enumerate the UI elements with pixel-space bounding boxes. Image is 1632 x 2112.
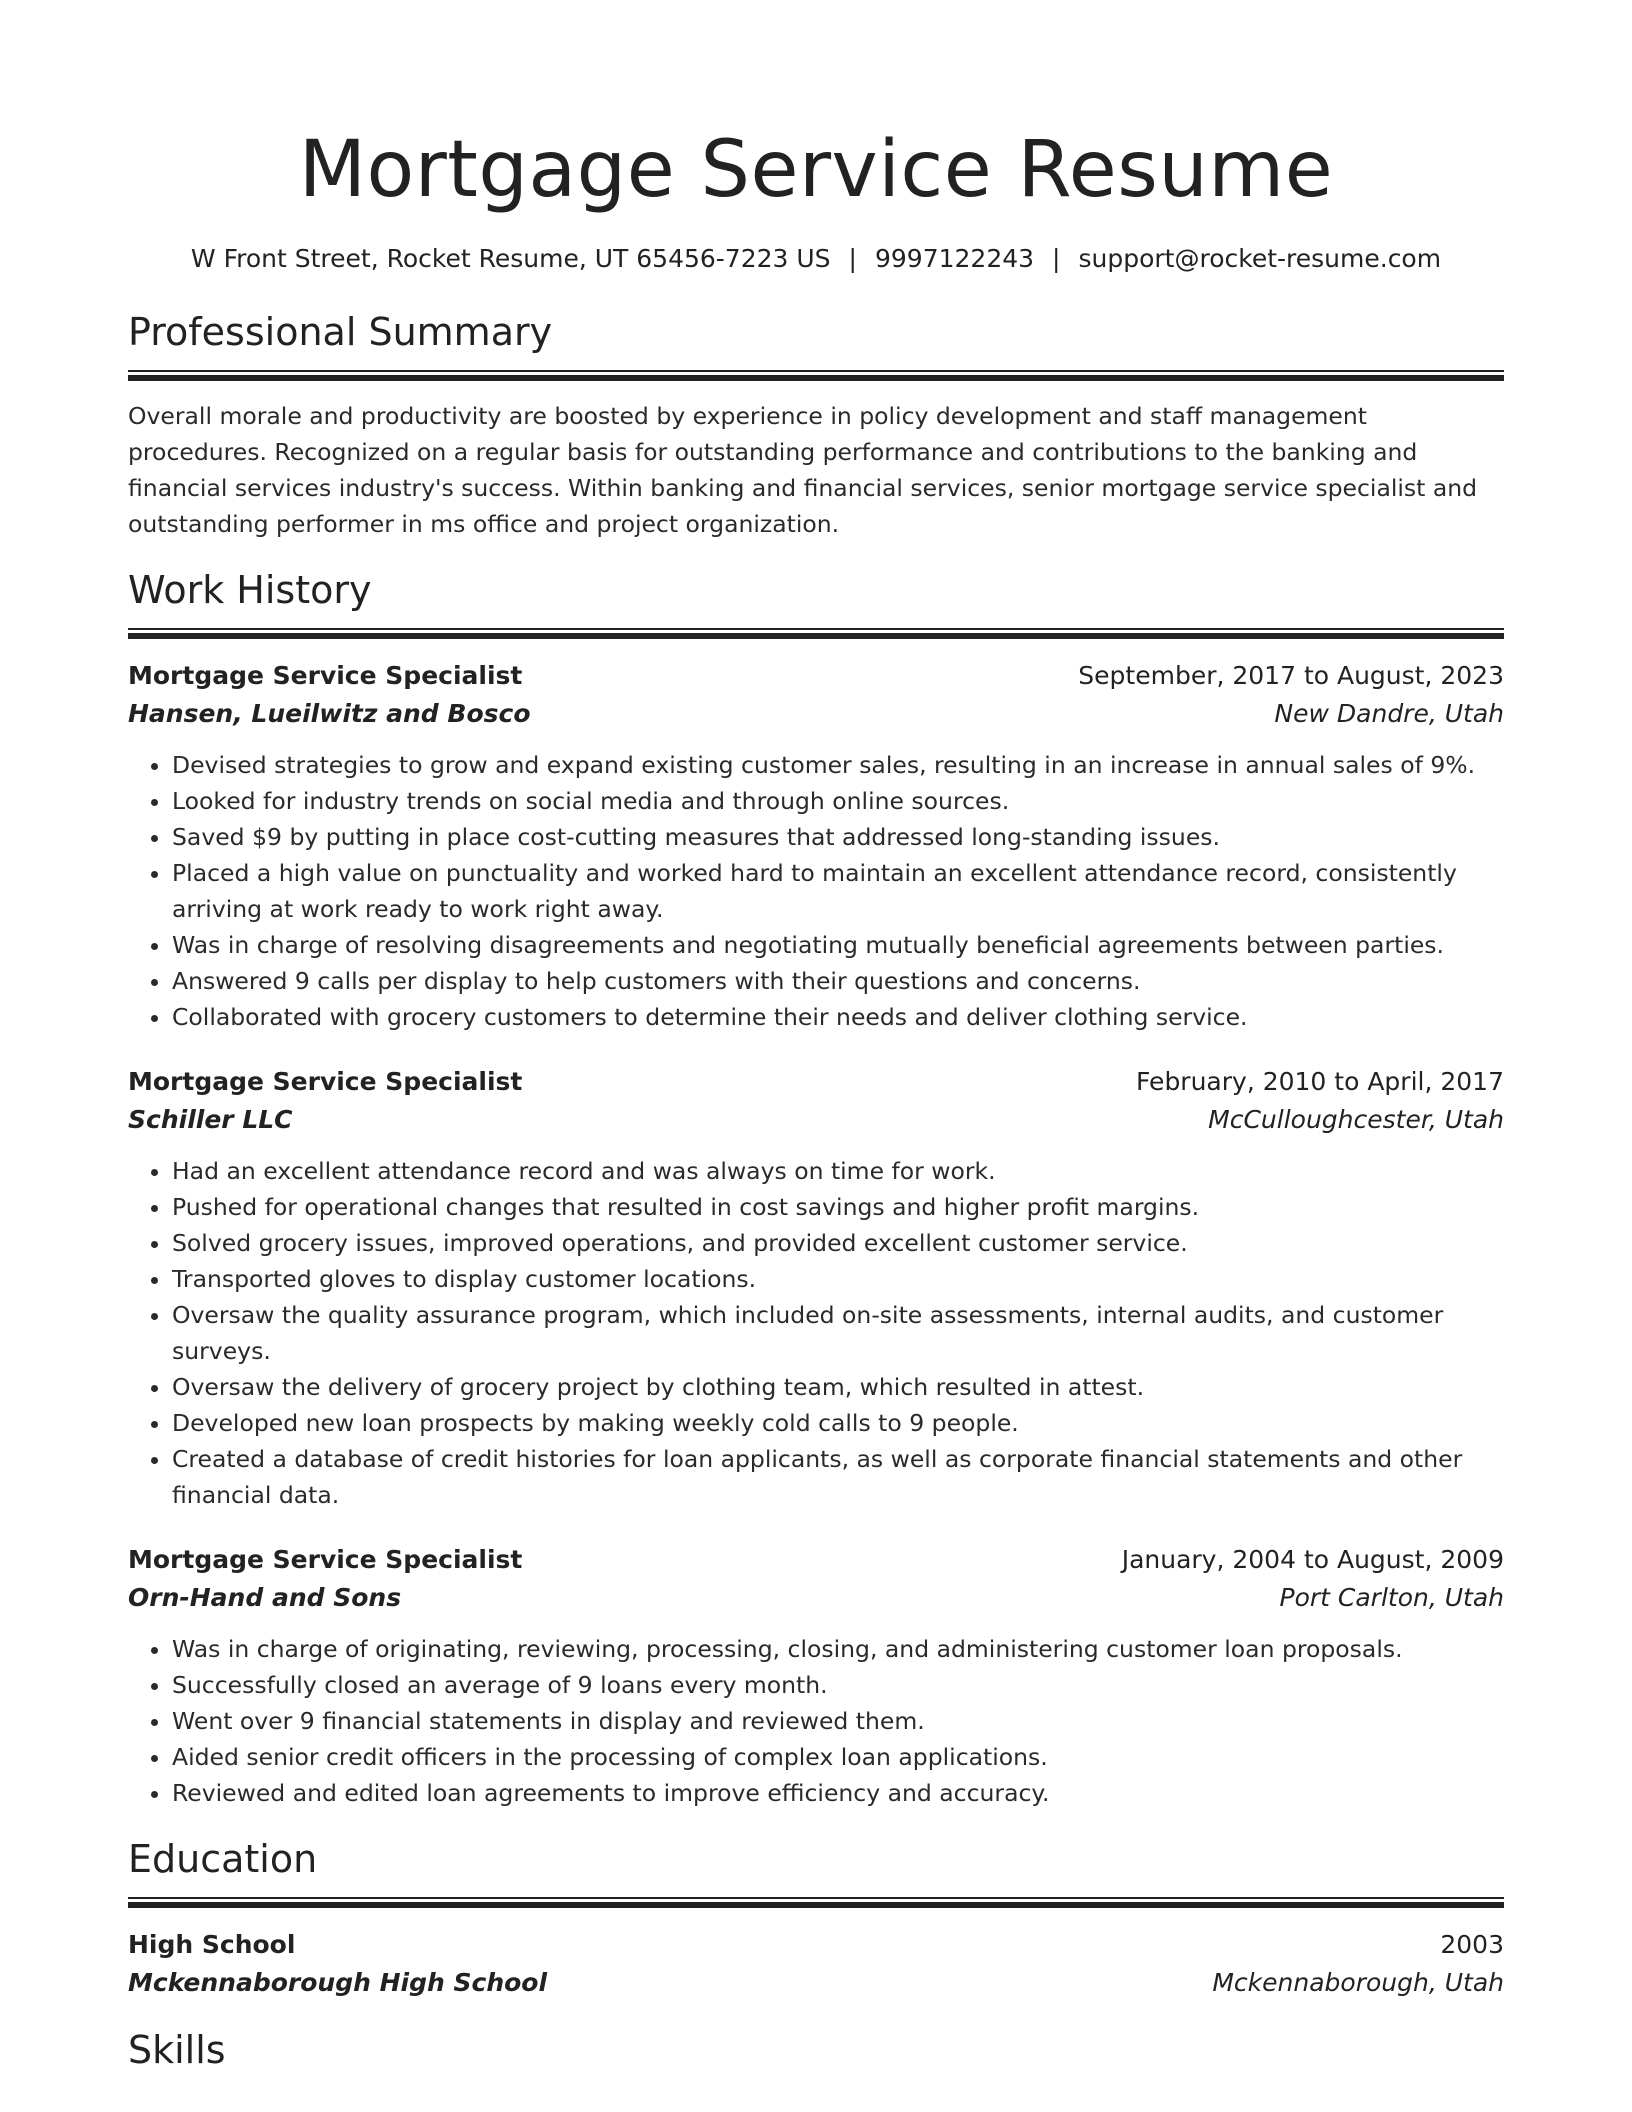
job-company-row	[128, 1101, 1504, 1139]
education-year: 2003	[1440, 1930, 1504, 1959]
education-location: Mckennaborough, Utah	[1212, 1968, 1504, 1997]
job-bullet: • Was in charge of resolving disagreements and negotiating mutually beneficial agreements between parties.	[172, 927, 1504, 963]
job-bullet: • Pushed for operational changes that resulted in cost savings and higher profit margins.	[172, 1189, 1504, 1225]
job-bullet: • Oversaw the delivery of grocery project by clothing team, which resulted in attest.	[172, 1369, 1504, 1405]
education-school-row	[128, 1964, 1504, 2002]
job-bullet: • Looked for industry trends on social media and through online sources.	[172, 783, 1504, 819]
section-title-work-history: Work History	[128, 568, 372, 612]
education-section	[128, 1835, 1504, 2002]
job-company-row	[128, 1579, 1504, 1617]
job-entry	[128, 1541, 1504, 1811]
job-header-row	[128, 657, 1504, 695]
resume-title: Mortgage Service Resume	[298, 125, 1334, 215]
job-header-row	[128, 1541, 1504, 1579]
contact-line	[128, 242, 1504, 276]
job-location: McCulloughcester, Utah	[1208, 1105, 1504, 1134]
job-title: Mortgage Service Specialist	[128, 661, 523, 690]
job-bullet: • Placed a high value on punctuality and worked hard to maintain an excellent attendance record, consistently arriving at work ready to work right away.	[172, 855, 1504, 927]
summary-text: Overall morale and productivity are boosted by experience in policy development and staff management procedures. Recognized on a regular basis for outstanding performance and contributions to the banking and financial services industry's success. Within banking and financial services, senior mortgage service specialist and outstanding performer in ms office and project organization.	[128, 402, 1478, 538]
education-school: Mckennaborough High School	[128, 1968, 548, 1997]
job-header-row	[128, 1063, 1504, 1101]
job-location: Port Carlton, Utah	[1279, 1583, 1504, 1612]
job-bullet: • Created a database of credit histories for loan applicants, as well as corporate financial statements and other financial data.	[172, 1441, 1504, 1513]
job-dates: September, 2017 to August, 2023	[1078, 661, 1504, 690]
job-bullet: • Reviewed and edited loan agreements to improve efficiency and accuracy.	[172, 1775, 1504, 1811]
contact-email: support@rocket-resume.com	[1078, 244, 1442, 273]
job-company: Hansen, Lueilwitz and Bosco	[128, 699, 531, 728]
job-bullet: • Answered 9 calls per display to help customers with their questions and concerns.	[172, 963, 1504, 999]
education-header-row	[128, 1926, 1504, 1964]
contact-address: W Front Street, Rocket Resume, UT 65456-7223 US	[190, 244, 831, 273]
education-degree: High School	[128, 1930, 296, 1959]
skills-section	[128, 2026, 1504, 2074]
job-bullet: • Had an excellent attendance record and was always on time for work.	[172, 1153, 1504, 1189]
job-bullet: • Developed new loan prospects by making weekly cold calls to 9 people.	[172, 1405, 1504, 1441]
contact-separator: |	[1052, 244, 1061, 273]
summary-section	[128, 308, 1504, 542]
section-title-education: Education	[128, 1837, 318, 1881]
section-title-summary: Professional Summary	[128, 310, 553, 354]
section-divider	[128, 370, 1504, 381]
job-bullets	[128, 747, 1504, 1035]
job-bullet: • Solved grocery issues, improved operations, and provided excellent customer service.	[172, 1225, 1504, 1261]
work-history-section	[128, 566, 1504, 1811]
job-bullets	[128, 1153, 1504, 1513]
job-bullet: • Was in charge of originating, reviewing, processing, closing, and administering customer loan proposals.	[172, 1631, 1504, 1667]
section-divider	[128, 628, 1504, 639]
job-bullet: • Went over 9 financial statements in display and reviewed them.	[172, 1703, 1504, 1739]
job-entry	[128, 657, 1504, 1035]
job-bullets	[128, 1631, 1504, 1811]
education-entry	[128, 1926, 1504, 2002]
job-title: Mortgage Service Specialist	[128, 1067, 523, 1096]
job-bullet: • Collaborated with grocery customers to determine their needs and deliver clothing service.	[172, 999, 1504, 1035]
job-location: New Dandre, Utah	[1274, 699, 1504, 728]
job-company: Schiller LLC	[128, 1105, 293, 1134]
job-bullet: • Saved $9 by putting in place cost-cutting measures that addressed long-standing issues.	[172, 819, 1504, 855]
job-bullet: • Oversaw the quality assurance program, which included on-site assessments, internal audits, and customer surveys.	[172, 1297, 1504, 1369]
job-bullet: • Devised strategies to grow and expand existing customer sales, resulting in an increase in annual sales of 9%.	[172, 747, 1504, 783]
section-title-skills: Skills	[128, 2028, 226, 2072]
job-entry	[128, 1063, 1504, 1513]
contact-separator: |	[848, 244, 857, 273]
job-dates: February, 2010 to April, 2017	[1136, 1067, 1504, 1096]
contact-phone: 9997122243	[874, 244, 1035, 273]
job-bullet: • Aided senior credit officers in the processing of complex loan applications.	[172, 1739, 1504, 1775]
section-divider	[128, 1897, 1504, 1908]
job-title: Mortgage Service Specialist	[128, 1545, 523, 1574]
job-dates: January, 2004 to August, 2009	[1121, 1545, 1504, 1574]
job-company-row	[128, 695, 1504, 733]
job-bullet: • Transported gloves to display customer locations.	[172, 1261, 1504, 1297]
job-company: Orn-Hand and Sons	[128, 1583, 402, 1612]
job-bullet: • Successfully closed an average of 9 loans every month.	[172, 1667, 1504, 1703]
resume-content	[128, 120, 1504, 2074]
